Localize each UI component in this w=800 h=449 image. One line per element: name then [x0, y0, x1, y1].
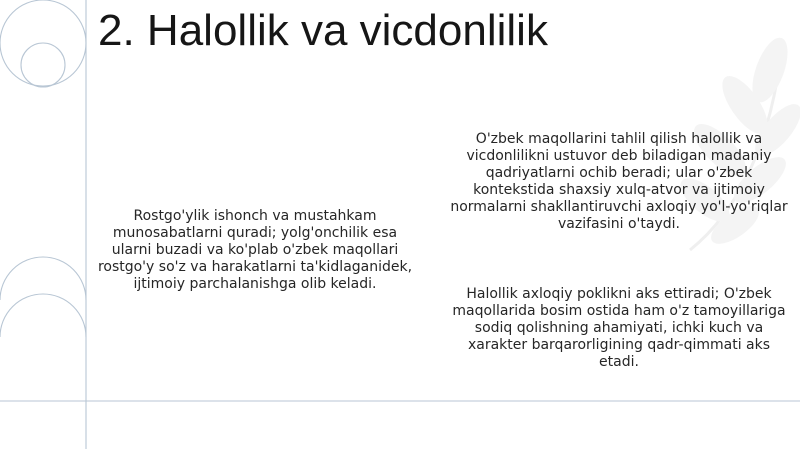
slide-title: 2. Halollik va vicdonlilik — [98, 6, 548, 55]
paragraph-left: Rostgo'ylik ishonch va mustahkam munosabatlarni quradi; yolg'onchilik esa ularni buzadi va ko'plab o'zbek maqollari rostgo'y so'z va harakatlarni ta'kidlaganidek, ijtimoiy parchalanishga olib keladi. — [97, 208, 413, 292]
paragraph-right-bottom: Halollik axloqiy poklikni aks ettiradi; O'zbek maqollarida bosim ostida ham o'z tamoyillariga sodiq qolishning ahamiyati, ichki kuch va xarakter barqarorligining qadr-qimmati aks etadi. — [452, 286, 786, 370]
paragraph-right-top: O'zbek maqollarini tahlil qilish halollik va vicdonlilikni ustuvor deb biladigan madaniy qadriyatlarni ochib beradi; ular o'zbek kontekstida shaxsiy xulq-atvor va ijtimoiy normalarni shakllantiruvchi axloqiy yo'l-yo'riqlar vazifasini o'taydi. — [450, 131, 788, 232]
